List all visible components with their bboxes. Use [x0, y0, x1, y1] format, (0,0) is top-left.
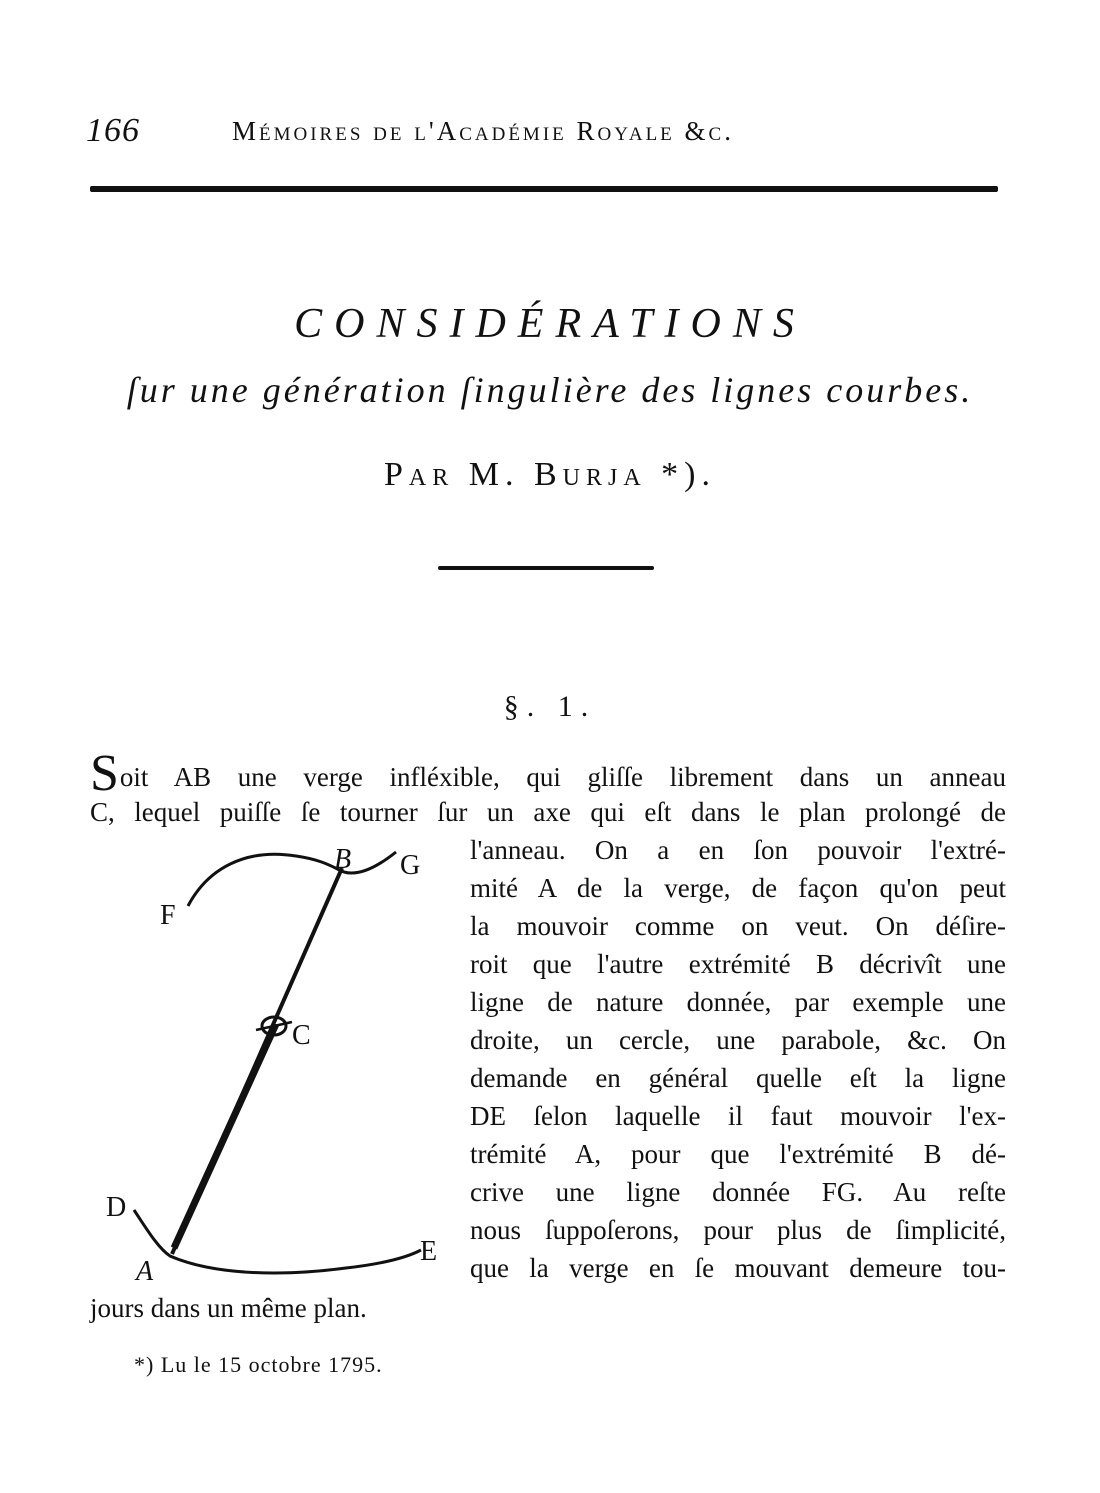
body-line: trémité A, pour que l'extrémité B dé-: [470, 1139, 1006, 1169]
running-title: Mémoires de l'Académie Royale &c.: [232, 116, 734, 146]
label-b: B: [334, 844, 352, 875]
article-author: Par M. Burja *).: [384, 456, 716, 493]
drop-cap: S: [90, 745, 119, 802]
title-rule: [438, 566, 654, 570]
body-line: mité A de la verge, de façon qu'on peut: [470, 873, 1006, 903]
body-line: que la verge en ſe mouvant demeure tou-: [470, 1253, 1006, 1283]
label-a: A: [136, 1256, 154, 1287]
page-number: 166: [86, 112, 140, 149]
label-g: G: [400, 850, 421, 881]
body-line: la mouvoir comme on veut. On déſire-: [470, 911, 1006, 941]
body-line: crive une ligne donnée FG. Au reſte: [470, 1177, 1006, 1207]
article-title: CONSIDÉRATIONS: [294, 301, 806, 347]
curve-fg: [188, 852, 396, 906]
label-f: F: [160, 900, 176, 931]
body-line: roit que l'autre extrémité B décrivît une: [470, 949, 1006, 979]
header-rule: [90, 186, 998, 192]
body-line: droite, un cercle, une parabole, &c. On: [470, 1025, 1006, 1055]
body-line: nous ſuppoſerons, pour plus de ſimplicité,: [470, 1215, 1006, 1245]
body-line: ligne de nature donnée, par exemple une: [470, 987, 1006, 1017]
label-c: C: [292, 1020, 311, 1051]
section-marker: §. 1.: [503, 690, 597, 723]
geometric-figure: [96, 828, 466, 1298]
body-line: C, lequel puiſſe ſe tourner ſur un axe qui eſt dans le plan prolongé de: [90, 797, 1006, 827]
footnote: *) Lu le 15 octobre 1795.: [134, 1352, 383, 1377]
article-subtitle: ſur une génération ſingulière des lignes courbes.: [126, 370, 974, 410]
rod-ab-shading: [174, 1024, 276, 1248]
label-e: E: [420, 1236, 438, 1267]
body-line: demande en général quelle eſt la ligne: [470, 1063, 1006, 1093]
label-d: D: [106, 1192, 127, 1223]
body-line: Soit AB une verge infléxible, qui gliſſe librement dans un anneau: [90, 745, 1006, 802]
body-line: DE ſelon laquelle il faut mouvoir l'ex-: [470, 1101, 1006, 1131]
body-line: l'anneau. On a en ſon pouvoir l'extré-: [470, 835, 1006, 865]
body-line: jours dans un même plan.: [90, 1293, 367, 1323]
